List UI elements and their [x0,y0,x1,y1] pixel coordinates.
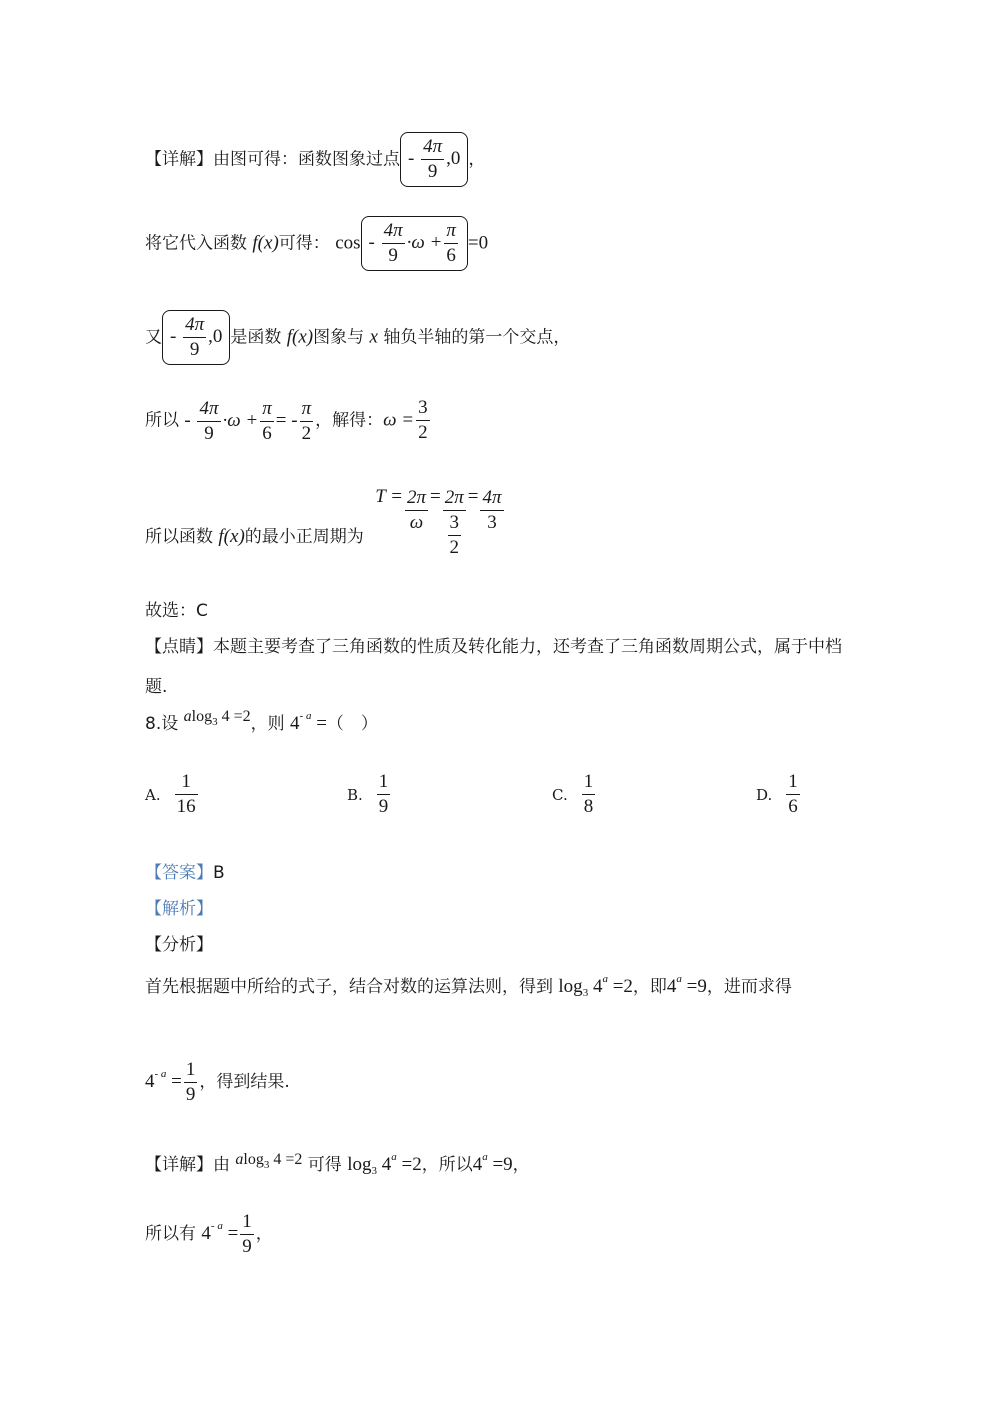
solve-line: 所以 - $\frac{4\pi}{9}$ ·ω + $\frac{\pi}{6}$ = - $\frac{\pi}{2}$ ，解得：ω = $\frac{3}{2}$ [145,397,428,444]
option-a[interactable]: A. $\frac{1}{16}$ [145,771,196,817]
option-d[interactable]: D. $\frac{1}{6}$ [756,771,798,817]
choose-line: 故选：C [145,601,208,621]
fenxi-tag: 【分析】 [145,935,213,955]
final-line: 所以有 $4^{- a}$ = $\frac{1}{9}$ ， [145,1211,273,1257]
period-line: 所以函数 f(x)的最小正周期为 T = $\frac{2\pi}{\omega}$ = $\frac{2\pi}{\frac{3}{2}}$ = $\frac{4\pi}{3}$ [145,486,502,558]
result-line: $4^{- a}$ = $\frac{1}{9}$ ，得到结果. [145,1059,290,1105]
detail-line-1: 【详解】由图可得：函数图象过点 - $\frac{4\pi}{9}$ ,0 ， [145,132,485,187]
question-8: 8.设 alog$_3$ 4 =2，则 $4^{- a}$ =（ ） [145,708,378,734]
detail-line-2: 【详解】由 alog$_3$ 4 =2 可得 $\log_3 4^a =2$，所以4$^a$ =9， [145,1151,530,1177]
comment-line-2: 题. [145,677,168,697]
substitute-line: 将它代入函数 f(x)可得： cos - $\frac{4\pi}{9}$ ·ω + $\frac{\pi}{6}$ =0 [145,216,488,271]
option-c[interactable]: C. $\frac{1}{8}$ [552,771,594,817]
option-b[interactable]: B. $\frac{1}{9}$ [347,771,389,817]
comment-line-1: 【点睛】本题主要考查了三角函数的性质及转化能力，还考查了三角函数周期公式，属于中档 [145,637,842,657]
cos-paren: - $\frac{4\pi}{9}$ ·ω + $\frac{\pi}{6}$ [361,216,468,271]
point-paren: - $\frac{4\pi}{9}$ ,0 [400,132,468,187]
method-line: 首先根据题中所给的式子，结合对数的运算法则，得到 $\log_3 4^a =2$，即4$^a$ =9，进而求得 [145,973,792,999]
point-line: 又 - $\frac{4\pi}{9}$ ,0 是函数 f(x)图象与 x 轴负半轴的第一个交点， [145,310,570,365]
analysis-tag: 【解析】 [145,899,213,919]
answer-line: 【答案】B [145,863,225,883]
